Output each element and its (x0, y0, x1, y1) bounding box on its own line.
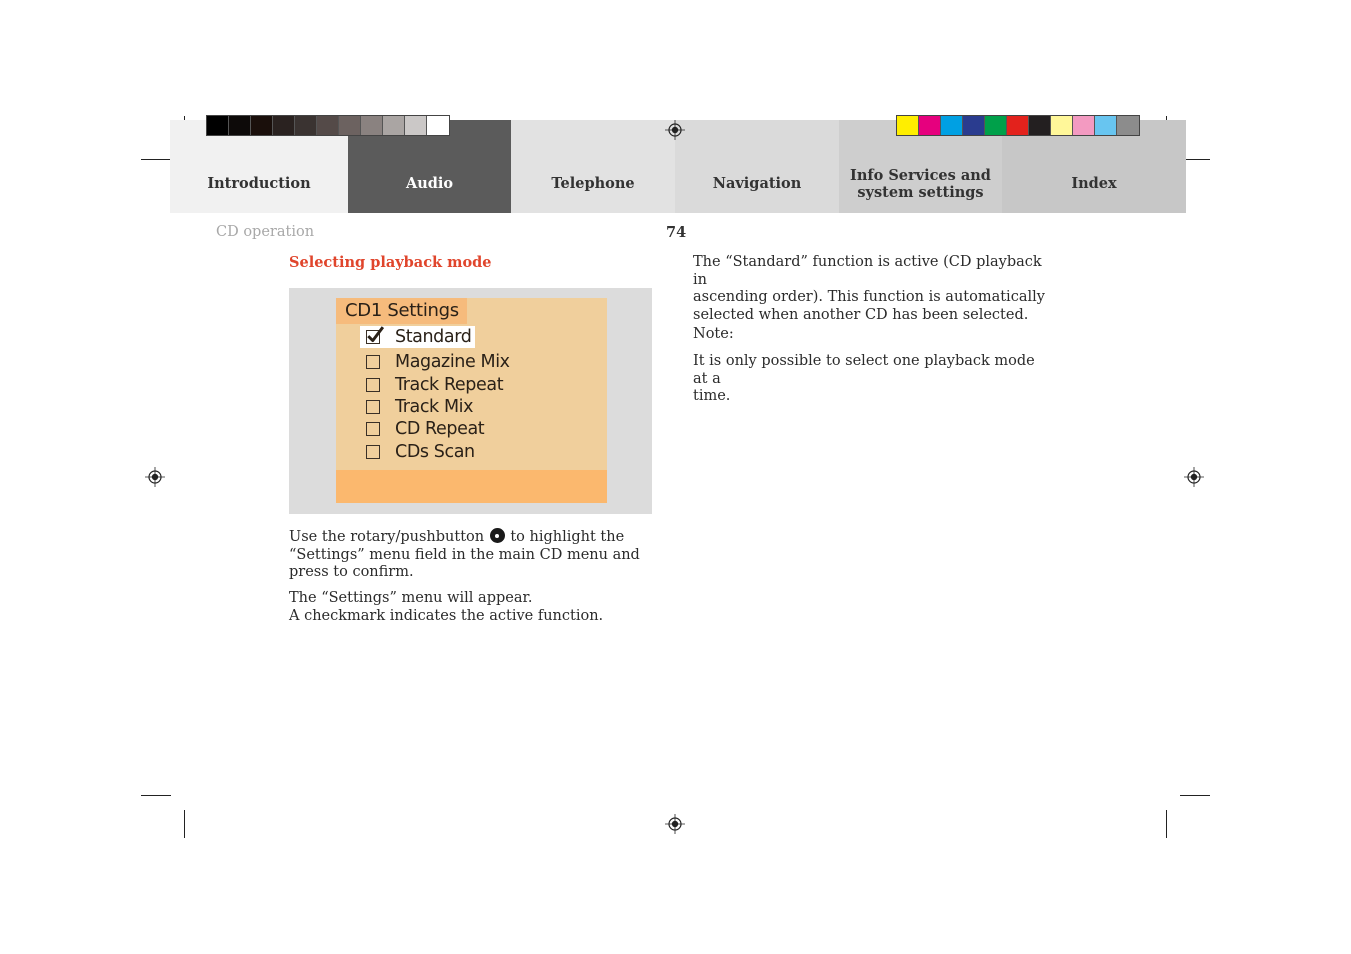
registration-target-icon (145, 467, 165, 487)
note-text: It is only possible to select one playback mode at a (693, 353, 1035, 387)
crop-mark (141, 159, 171, 160)
checkmark-icon (366, 326, 384, 344)
tab-label: Info Services and (850, 166, 991, 184)
grayscale-swatch (383, 116, 405, 135)
cd-settings-display (336, 298, 607, 503)
settings-option-track-mix[interactable] (360, 396, 473, 418)
color-calibration-strip (896, 115, 1140, 136)
settings-option-standard[interactable] (360, 326, 475, 348)
note-label: Note: (693, 326, 734, 342)
checkbox-icon[interactable] (366, 445, 380, 459)
instruction-text: press to confirm. (289, 564, 414, 581)
instruction-paragraph (289, 528, 649, 582)
screen-title: CD1 Settings (345, 300, 459, 321)
color-swatch (1095, 116, 1117, 135)
checkbox-icon[interactable] (366, 355, 380, 369)
color-swatch (897, 116, 919, 135)
grayscale-swatch (229, 116, 251, 135)
grayscale-swatch (427, 116, 449, 135)
color-swatch (1051, 116, 1073, 135)
section-label: CD operation (216, 224, 315, 240)
settings-screen-figure (289, 288, 652, 514)
standard-function-paragraph (693, 254, 1053, 324)
grayscale-swatch (317, 116, 339, 135)
settings-option-track-repeat[interactable] (360, 374, 503, 396)
crop-mark (141, 795, 171, 796)
option-label: Track Mix (395, 397, 474, 417)
grayscale-calibration-strip (206, 115, 450, 136)
grayscale-swatch (339, 116, 361, 135)
tab-label: Introduction (207, 175, 311, 192)
note-paragraph (693, 353, 1053, 406)
grayscale-swatch (361, 116, 383, 135)
checked-checkbox-icon[interactable] (366, 330, 380, 344)
color-swatch (963, 116, 985, 135)
settings-option-cds-scan[interactable] (360, 441, 475, 463)
registration-target-icon (665, 120, 685, 140)
settings-option-cd-repeat[interactable] (360, 418, 484, 440)
note-text: time. (693, 388, 731, 405)
body-text: The “Standard” function is active (CD playback in (693, 254, 1042, 288)
instruction-text: Use the rotary/pushbutton (289, 529, 485, 545)
tab-label: system settings (857, 183, 984, 201)
option-label: CDs Scan (395, 442, 475, 462)
grayscale-swatch (251, 116, 273, 135)
tab-telephone[interactable] (511, 120, 675, 213)
color-swatch (985, 116, 1007, 135)
crop-mark (184, 810, 185, 838)
color-swatch (1073, 116, 1095, 135)
result-paragraph (289, 590, 649, 625)
color-swatch (941, 116, 963, 135)
option-label: Magazine Mix (395, 352, 510, 372)
option-label: CD Repeat (395, 419, 485, 439)
grayscale-swatch (295, 116, 317, 135)
checkbox-icon[interactable] (366, 400, 380, 414)
color-swatch (1007, 116, 1029, 135)
tab-label: Audio (405, 175, 454, 192)
body-text: selected when another CD has been selected. (693, 306, 1029, 323)
settings-option-magazine-mix[interactable] (360, 351, 510, 373)
crop-mark (1180, 795, 1210, 796)
page-number: 74 (666, 224, 687, 241)
rotary-pushbutton-icon (490, 528, 505, 543)
registration-target-icon (665, 814, 685, 834)
grayscale-swatch (273, 116, 295, 135)
section-heading: Selecting playback mode (289, 254, 492, 271)
instruction-text: “Settings” menu field in the main CD menu and (289, 546, 640, 563)
screen-title-box (336, 298, 467, 324)
option-label: Track Repeat (395, 375, 504, 395)
result-text: The “Settings” menu will appear. (289, 590, 533, 606)
instruction-text: to highlight the (510, 529, 625, 545)
screen-footer-bar (336, 470, 607, 503)
body-text: ascending order). This function is automatically (693, 289, 1045, 306)
option-label: Standard (395, 327, 472, 347)
registration-target-icon (1184, 467, 1204, 487)
grayscale-swatch (405, 116, 427, 135)
crop-mark (1166, 810, 1167, 838)
checkbox-icon[interactable] (366, 378, 380, 392)
result-text: A checkmark indicates the active function. (289, 607, 604, 624)
grayscale-swatch (207, 116, 229, 135)
tab-label: Navigation (712, 175, 802, 192)
color-swatch (919, 116, 941, 135)
tab-label: Index (1071, 175, 1117, 192)
checkbox-icon[interactable] (366, 422, 380, 436)
color-swatch (1029, 116, 1051, 135)
tab-label: Telephone (551, 175, 635, 192)
tab-navigation[interactable] (675, 120, 839, 213)
color-swatch (1117, 116, 1139, 135)
